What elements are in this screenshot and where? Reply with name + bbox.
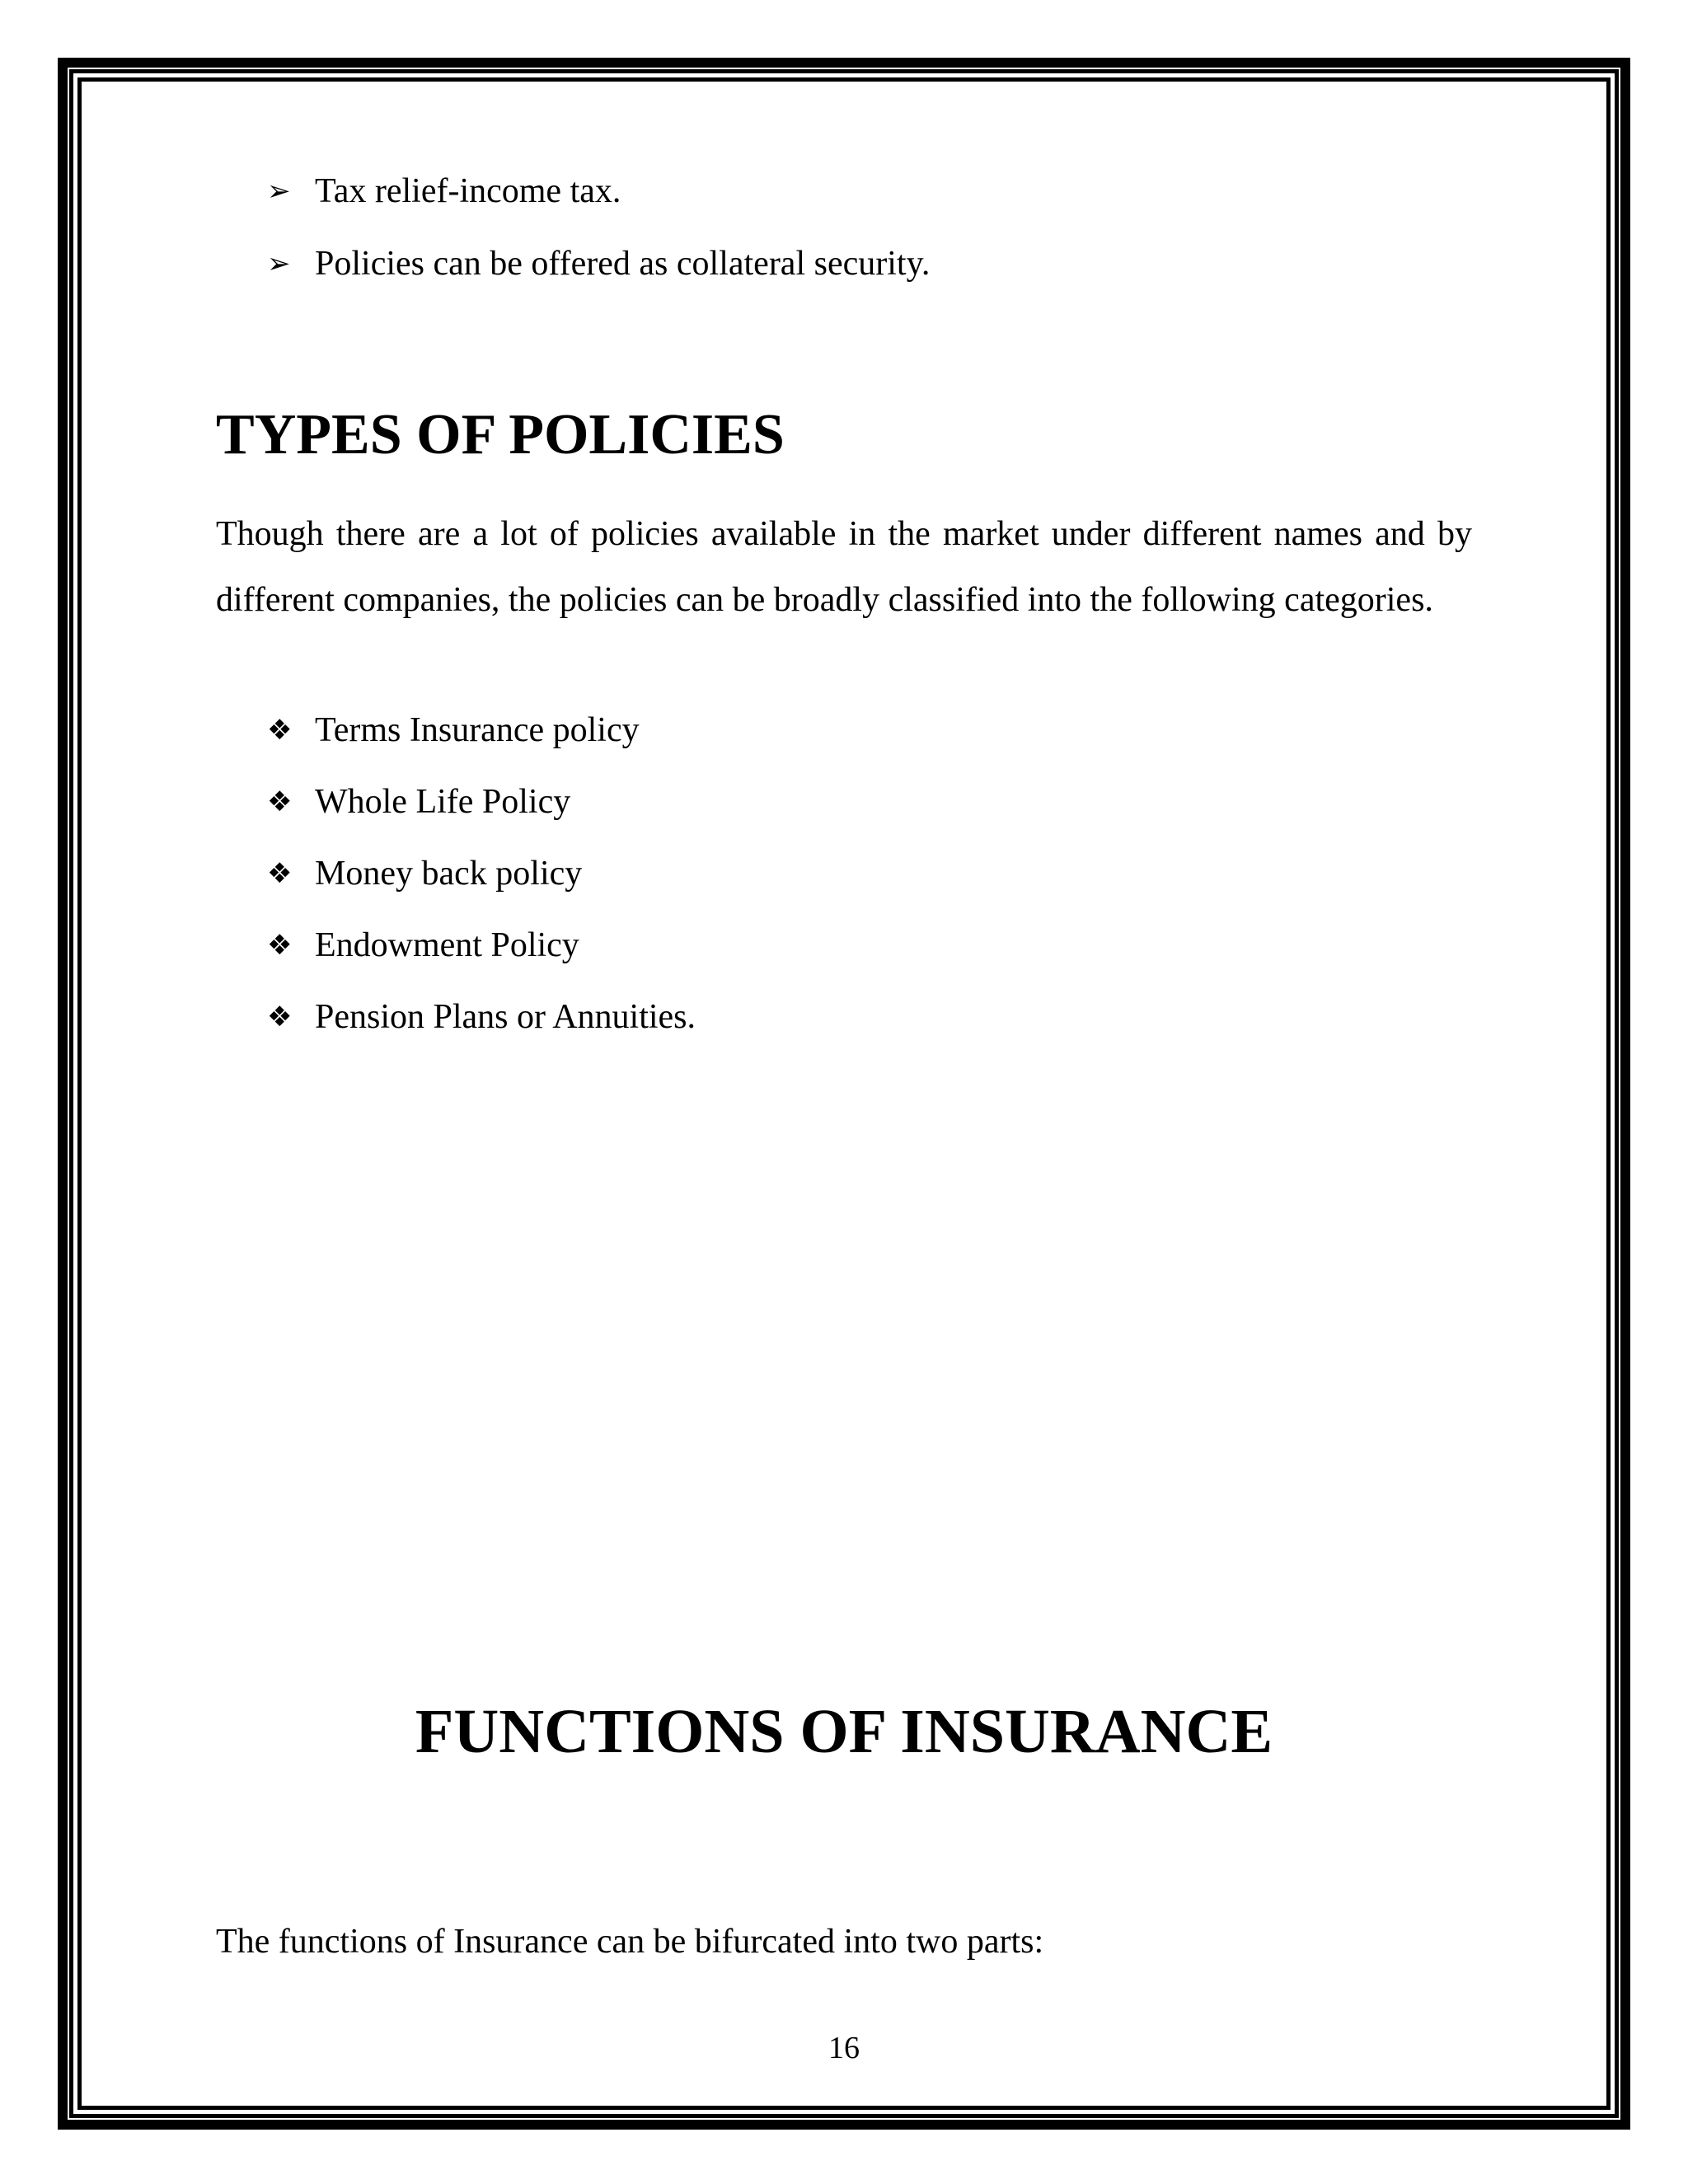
policy-type-item [267,709,640,752]
intro-bullet-text: Tax relief-income tax. [315,172,621,210]
page-number: 16 [828,2031,860,2065]
four-diamond-bullet-icon: ❖ [267,929,293,962]
functions-of-insurance-paragraph: The functions of Insurance can be bifurcated into two parts: [216,1923,1044,1961]
types-of-policies-heading: TYPES OF POLICIES [216,403,785,466]
policy-type-text: Money back policy [315,855,583,893]
policy-type-item [267,924,579,967]
policy-type-text: Endowment Policy [315,926,579,964]
functions-of-insurance-heading: FUNCTIONS OF INSURANCE [415,1697,1273,1766]
four-diamond-bullet-icon: ❖ [267,714,293,747]
intro-bullet-text: Policies can be offered as collateral security. [315,245,931,283]
four-diamond-bullet-icon: ❖ [267,785,293,818]
arrowhead-bullet-icon: ➢ [267,175,291,208]
four-diamond-bullet-icon: ❖ [267,857,293,890]
policy-type-item [267,996,696,1038]
policy-type-item [267,852,582,895]
four-diamond-bullet-icon: ❖ [267,1001,293,1033]
page-border-inner [77,77,1611,2110]
policy-type-text: Terms Insurance policy [315,711,640,749]
types-of-policies-paragraph: Though there are a lot of policies available in the market under different names and by different companies, the policies can be broadly classified into the following categories. [216,515,1472,619]
arrowhead-bullet-icon: ➢ [267,247,291,280]
intro-bullet-item [267,242,930,285]
policy-type-text: Whole Life Policy [315,783,571,821]
policy-type-text: Pension Plans or Annuities. [315,998,696,1036]
intro-bullet-item [267,170,621,213]
policy-type-item [267,780,570,823]
